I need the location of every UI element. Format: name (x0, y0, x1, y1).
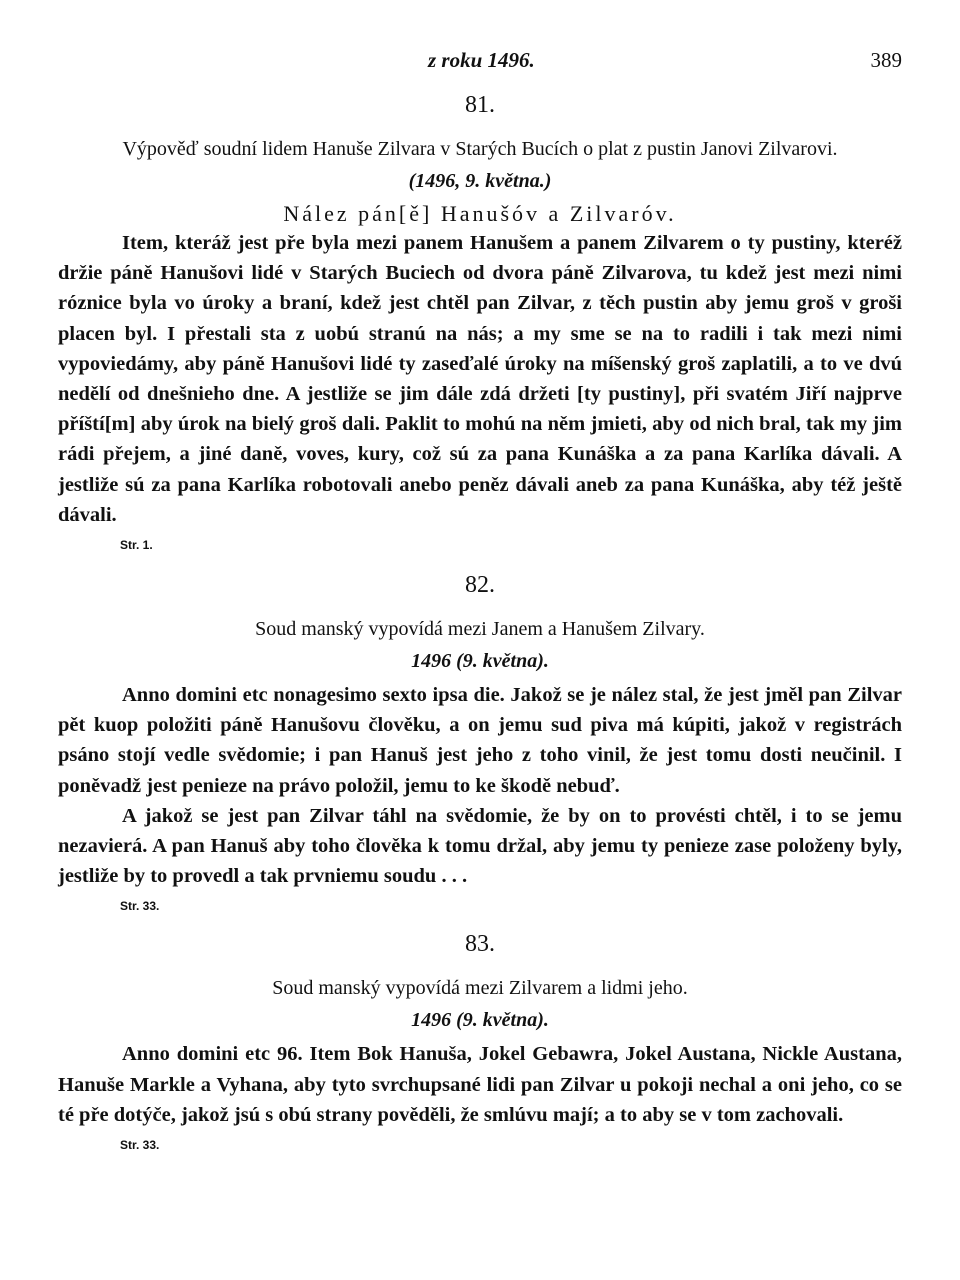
page-reference: Str. 1. (120, 538, 153, 553)
paragraph: Item, kteráž jest pře byla mezi panem Hanušem a panem Zilvarem o ty pustiny, kteréž držie páně Hanušovi lidé v Starých Buciech od dvora páně Zilvarova, tu kdež jest mezi nimi róznice byla vo úroky a braní, kdež jest chtěl pan Zilvar, z těch pustin aby jemu groš v groši placen byl. I přestali sta z uobú stranú na nás; a my sme se na to radili i tak mezi nimi vypoviedámy, aby páně Hanušovi lidé ty zaseďalé úroky na míšenský groš zaplatili, a to ve dvú nedělí od dnešnieho dne. A jestliže se jim dále zdá držeti [ty pustiny], při svatém Jiří najprve příští[m] aby úrok na bielý groš dali. Paklit to mohú na něm jmieti, aby od nich bral, tak my jim rádi přejem, a jiné daně, voves, kury, což sú za pana Kunáška a za pana Karlíka dávali. A jestliže sú za pana Karlíka robotovali anebo peněz dávali aneb za pana Kunáška, aby též ještě dávali. (58, 232, 902, 526)
document-date: 1496 (9. května). (411, 1009, 549, 1032)
document-number: 82. (465, 572, 495, 599)
paragraph: Anno domini etc nonagesimo sexto ipsa die. Jakož se je nález stal, že jest jměl pan Zilvar pět kuop položiti páně Hanušovu člověku, a on jemu sud piva má kúpiti, jakož v registrách psáno stojí vedle svědomie; i pan Hanuš jest jeho z toho vinil, že jest tomu dosti neučinil. I poněvadž jest penieze na právo položil, jemu to ke škodě nebuď. (58, 684, 902, 797)
page-body (58, 90, 902, 1162)
document-82 (58, 570, 902, 913)
page-header (0, 48, 960, 78)
document-83 (58, 929, 902, 1152)
document-summary: Soud manský vypovídá mezi Janem a Hanušem Zilvary. (255, 618, 705, 641)
paragraph: A jakož se jest pan Zilvar táhl na svědomie, že by on to provésti chtěl, i to se jemu nezavierá. A pan Hanuš aby toho člověka k tomu držal, aby jemu ty penieze zase položeny byly, jestliže by to provedl a tak prvniemu soudu . . . (58, 804, 902, 888)
page-reference: Str. 33. (120, 1138, 160, 1153)
page-number: 389 (870, 48, 902, 72)
document-heading: Nález pán[ě] Hanušóv a Zilvaróv. (283, 201, 677, 226)
running-title: z roku 1496. (428, 48, 535, 72)
document-81 (58, 90, 902, 552)
document-summary: Soud manský vypovídá mezi Zilvarem a lidmi jeho. (272, 977, 688, 1000)
paragraph: Anno domini etc 96. Item Bok Hanuša, Jokel Gebawra, Jokel Austana, Nickle Austana, Hanuše Markle a Vyhana, aby tyto svrchupsané lidi pan Zilvar u pokoji nechal a oni jeho, co se té pře dotýče, jakož jsú s obú strany pověděli, že smlúvu mají; a to aby se v tom zachovali. (58, 1043, 902, 1126)
document-number: 81. (465, 92, 495, 118)
document-number: 83. (465, 931, 495, 958)
document-date: 1496 (9. května). (411, 650, 549, 673)
page-reference: Str. 33. (120, 899, 160, 914)
document-summary: Výpověď soudní lidem Hanuše Zilvara v Starých Bucích o plat z pustin Janovi Zilvarovi. (122, 138, 838, 160)
document-date: (1496, 9. května.) (408, 170, 552, 192)
